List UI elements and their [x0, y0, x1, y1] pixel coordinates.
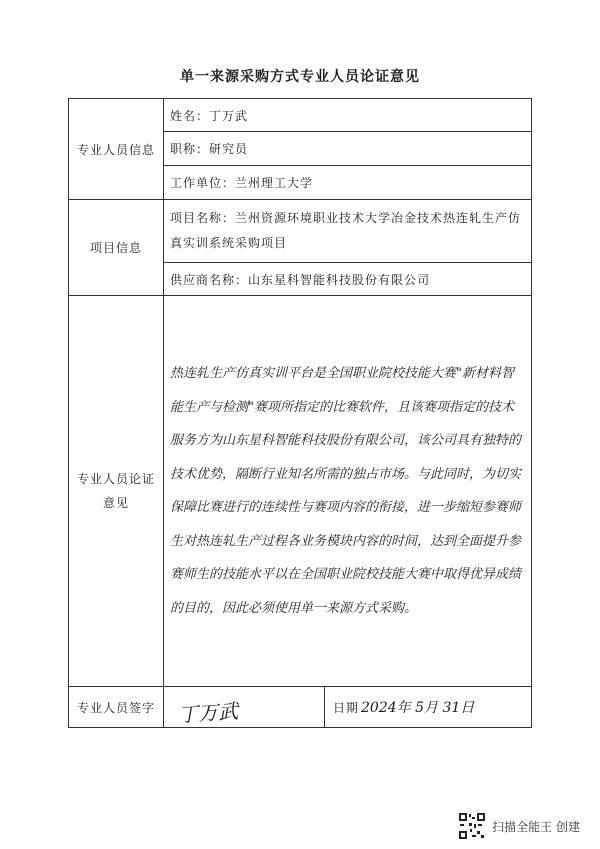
qr-code-icon	[458, 812, 486, 840]
project-name-field	[164, 200, 532, 263]
title-field	[164, 132, 532, 166]
name-row	[69, 99, 532, 132]
supplier-label: 供应商名称：	[170, 272, 249, 287]
supplier-field	[164, 263, 532, 296]
professional-title-label: 职称：	[170, 142, 210, 156]
signature-box	[164, 687, 325, 727]
date-label: 日期	[333, 700, 360, 715]
scanner-watermark-text: 扫描全能王 创建	[492, 819, 580, 834]
signature-date-container	[164, 687, 532, 728]
page-title: 单一来源采购方式专业人员论证意见	[180, 69, 420, 85]
date-box	[325, 687, 531, 727]
scanner-watermark	[458, 812, 580, 840]
signature-label: 专业人员签字	[69, 687, 164, 728]
name-label: 姓名：	[170, 108, 210, 123]
review-form-table	[68, 98, 532, 728]
opinion-row	[69, 296, 532, 687]
name-field	[164, 99, 532, 132]
employer-label: 工作单位：	[170, 176, 236, 190]
project-name-value: 兰州资源环境职业技术大学冶金技术热连轧生产仿真实训系统采购项目	[170, 211, 522, 250]
signature-date-split	[164, 687, 531, 727]
employer-field	[164, 166, 532, 200]
opinion-handwritten-text: 热连轧生产仿真实训平台是全国职业院校技能大赛"新材料智能生产与检测"赛项所指定的比赛软件，且该赛项指定的技术服务方为山东星科智能科技股份有限公司，该公司具有独特的技术优势，隔断行业知名所需的独占市场。与此同时，为切实保障比赛进行的连续性与赛项内容的衔接，进一步缩短参赛师生对热连轧生产过程各业务模块内容的时间，达到全面提升参赛师生的技能水平以在全国职业院校技能大赛中取得优异成绩的目的，因此必须使用单一来源方式采购。	[164, 296, 532, 687]
project-info-label: 项目信息	[69, 200, 164, 296]
date-value: 2024年 5月 31日	[361, 700, 475, 716]
expert-info-label: 专业人员信息	[69, 99, 164, 200]
employer-value: 兰州理工大学	[235, 176, 314, 190]
professional-title-value: 研究员	[209, 142, 249, 156]
project-name-label: 项目名称：	[170, 211, 236, 225]
opinion-label: 专业人员论证意见	[69, 296, 164, 687]
signature-row	[69, 687, 532, 728]
supplier-value: 山东星科智能科技股份有限公司	[248, 272, 431, 287]
handwritten-signature: 丁万武	[177, 698, 239, 728]
project-name-row	[69, 200, 532, 263]
name-value: 丁万武	[209, 108, 249, 123]
